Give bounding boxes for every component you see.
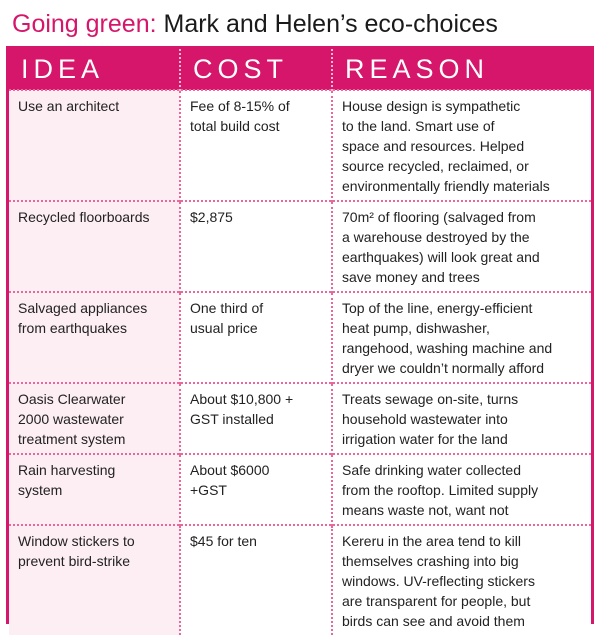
cell-line: Oasis Clearwater [18, 391, 126, 407]
cell-line: About $10,800 + [190, 391, 294, 407]
cost-cell [180, 454, 332, 525]
idea-cell [9, 90, 180, 201]
cell-line: themselves crashing into big [342, 553, 519, 569]
cell-line: are transparent for people, but [342, 593, 531, 609]
cell-line: usual price [190, 320, 258, 336]
cell-line: dryer we couldn’t normally afford [342, 360, 545, 376]
reason-cell [332, 383, 591, 454]
cell-line: earthquakes) will look great and [342, 249, 540, 265]
table-row [9, 201, 591, 292]
reason-cell [332, 90, 591, 201]
idea-cell [9, 292, 180, 383]
cell-line: total build cost [190, 118, 280, 134]
cell-line: means waste not, want not [342, 502, 509, 518]
title-accent: Going green: [12, 10, 157, 38]
header-reason: REASON [332, 49, 591, 90]
cell-line: GST installed [190, 411, 274, 427]
table-row [9, 292, 591, 383]
cell-line: Treats sewage on-site, turns [342, 391, 519, 407]
cell-line: irrigation water for the land [342, 431, 508, 447]
eco-choices-table [6, 46, 594, 629]
cell-line: Salvaged appliances [18, 300, 148, 316]
cell-line: birds can see and avoid them [342, 613, 525, 629]
cell-line: 2000 wastewater [18, 411, 124, 427]
cell-line: Rain harvesting [18, 462, 116, 478]
cell-line: source recycled, reclaimed, or [342, 158, 529, 174]
cell-line: One third of [190, 300, 264, 316]
cell-line: +GST [190, 482, 227, 498]
title-rest: Mark and Helen’s eco-choices [156, 10, 498, 38]
cell-line: a warehouse destroyed by the [342, 229, 530, 245]
cell-line: Safe drinking water collected [342, 462, 521, 478]
cost-cell [180, 525, 332, 635]
cell-line: from earthquakes [18, 320, 127, 336]
idea-cell [9, 454, 180, 525]
cell-line: Fee of 8-15% of [190, 98, 290, 114]
cell-line: $2,875 [190, 209, 233, 225]
cell-line: treatment system [18, 431, 126, 447]
reason-cell [332, 525, 591, 635]
reason-cell [332, 201, 591, 292]
reason-cell [332, 454, 591, 525]
cost-cell [180, 201, 332, 292]
cell-line: $45 for ten [190, 533, 257, 549]
cell-line: system [18, 482, 63, 498]
cell-line: Window stickers to [18, 533, 135, 549]
header-cost: COST [180, 49, 332, 90]
cell-line: save money and trees [342, 269, 480, 285]
cell-line: environmentally friendly materials [342, 178, 550, 194]
cell-line: 70m² of flooring (salvaged from [342, 209, 536, 225]
reason-cell [332, 292, 591, 383]
cell-line: rangehood, washing machine and [342, 340, 553, 356]
idea-cell [9, 383, 180, 454]
cell-line: Kereru in the area tend to kill [342, 533, 521, 549]
cell-line: household wastewater into [342, 411, 508, 427]
table-row [9, 90, 591, 201]
page-title [12, 6, 498, 42]
cell-line: Top of the line, energy-efficient [342, 300, 533, 316]
cell-line: About $6000 [190, 462, 270, 478]
cell-line: to the land. Smart use of [342, 118, 495, 134]
cell-line: Use an architect [18, 98, 120, 114]
table-header-row [9, 49, 591, 90]
table-row [9, 454, 591, 525]
header-idea: IDEA [9, 49, 180, 90]
idea-cell [9, 201, 180, 292]
cell-line: windows. UV-reflecting stickers [342, 573, 535, 589]
cell-line: heat pump, dishwasher, [342, 320, 490, 336]
cell-line: space and resources. Helped [342, 138, 525, 154]
cost-cell [180, 90, 332, 201]
cell-line: prevent bird-strike [18, 553, 131, 569]
idea-cell [9, 525, 180, 635]
cost-cell [180, 292, 332, 383]
cell-line: from the rooftop. Limited supply [342, 482, 539, 498]
table-row [9, 383, 591, 454]
cell-line: Recycled floorboards [18, 209, 150, 225]
table-row [9, 525, 591, 635]
cost-cell [180, 383, 332, 454]
cell-line: House design is sympathetic [342, 98, 521, 114]
